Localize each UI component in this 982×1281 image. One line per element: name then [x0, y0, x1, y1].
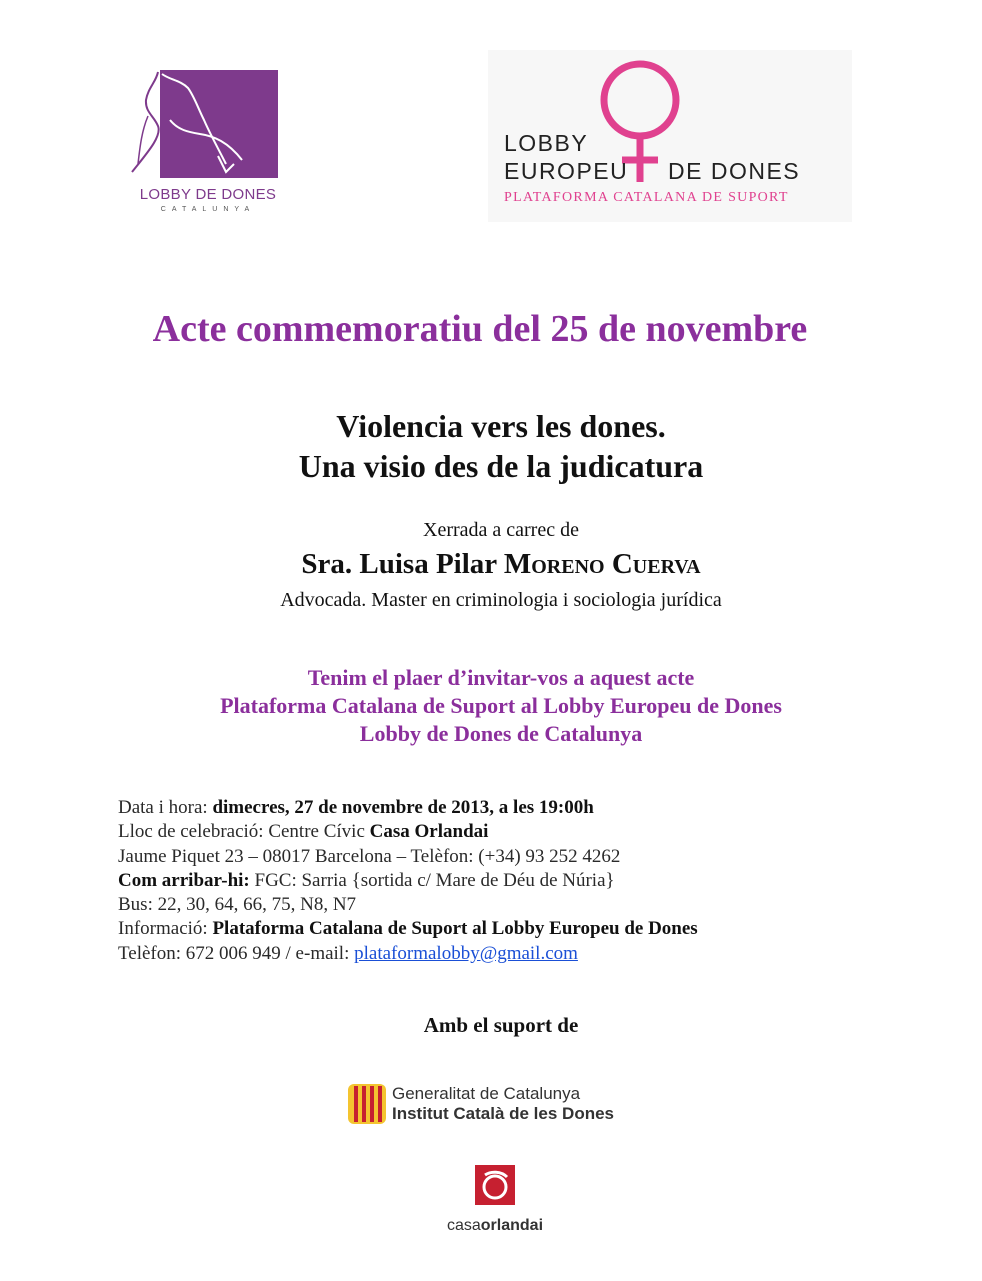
invitation-block	[0, 664, 982, 748]
info-how	[118, 869, 878, 893]
event-info	[118, 796, 878, 966]
info-value: Plataforma Catalana de Suport al Lobby Europeu de Dones	[212, 918, 698, 940]
dancer-figure-icon	[118, 60, 288, 185]
casa-orlandai-logo	[440, 1165, 550, 1245]
speaker-prefix: Sra. Luisa Pilar	[301, 548, 504, 580]
lobby-de-dones-logo	[118, 60, 288, 220]
generalitat-name: Generalitat de Catalunya	[392, 1084, 581, 1103]
logo-name: LOBBY DE DONES	[139, 186, 277, 203]
how-label: Com arribar-hi:	[118, 869, 250, 891]
info-phone	[118, 942, 878, 966]
logo-line-plataforma: PLATAFORMA CATALANA DE SUPORT	[504, 190, 789, 205]
talk-by-label: Xerrada a carrec de	[423, 519, 579, 541]
speaker-name	[0, 548, 982, 581]
info-address: Jaume Piquet 23 – 08017 Barcelona – Telèfon: (+34) 93 252 4262	[118, 845, 621, 867]
talk-title-line1: Violencia vers les dones.	[336, 408, 666, 444]
how-value: FGC: Sarria {sortida c/ Mare de Déu de Núria}	[249, 869, 615, 891]
talk-title-line2: Una visio des de la judicatura	[298, 448, 704, 484]
logo-line-lobby: LOBBY	[504, 130, 589, 156]
invite-line3: Lobby de Dones de Catalunya	[359, 721, 643, 746]
support-heading: Amb el suport de	[423, 1013, 579, 1037]
speaker-surname2: Cuerva	[611, 548, 701, 580]
info-date	[118, 796, 878, 820]
senyera-icon	[348, 1084, 386, 1124]
casa-logo-text	[440, 1217, 550, 1235]
speaker-surname1: Moreno	[503, 548, 605, 580]
casa-prefix: casa	[446, 1217, 481, 1234]
casa-swirl-icon	[475, 1165, 515, 1205]
date-label: Data i hora:	[118, 797, 213, 818]
phone-label: Telèfon: 672 006 949 / e-mail:	[118, 942, 355, 964]
speaker-role: Advocada. Master en criminologia i sociologia jurídica	[280, 589, 722, 611]
info-bus: Bus: 22, 30, 64, 66, 75, N8, N7	[118, 894, 357, 916]
institut-name: Institut Català de les Dones	[392, 1104, 614, 1123]
talk-title	[0, 406, 982, 486]
info-contact	[118, 917, 878, 941]
casa-logo-square	[475, 1165, 515, 1205]
invite-line1: Tenim el plaer d’invitar-vos a aquest acte	[307, 665, 695, 690]
page-title: Acte commemoratiu del 25 de novembre	[152, 308, 808, 350]
place-value: Casa Orlandai	[369, 821, 489, 843]
info-label: Informació:	[118, 918, 213, 940]
logo-line-de-dones: DE DONES	[668, 158, 801, 184]
casa-bold: orlandai	[480, 1217, 544, 1234]
place-label: Lloc de celebració: Centre Cívic	[118, 821, 370, 843]
generalitat-logo	[348, 1082, 668, 1128]
lobby-europeu-logo	[488, 50, 852, 222]
invite-line2: Plataforma Catalana de Suport al Lobby Europeu de Dones	[220, 693, 782, 718]
info-place	[118, 820, 878, 844]
date-value: dimecres, 27 de novembre de 2013, a les 19:00h	[212, 797, 594, 818]
logo-subname: CATALUNYA	[160, 206, 256, 213]
email-link[interactable]: plataformalobby@gmail.com	[354, 942, 578, 964]
logo-line-europeu: EUROPEU	[504, 158, 629, 184]
